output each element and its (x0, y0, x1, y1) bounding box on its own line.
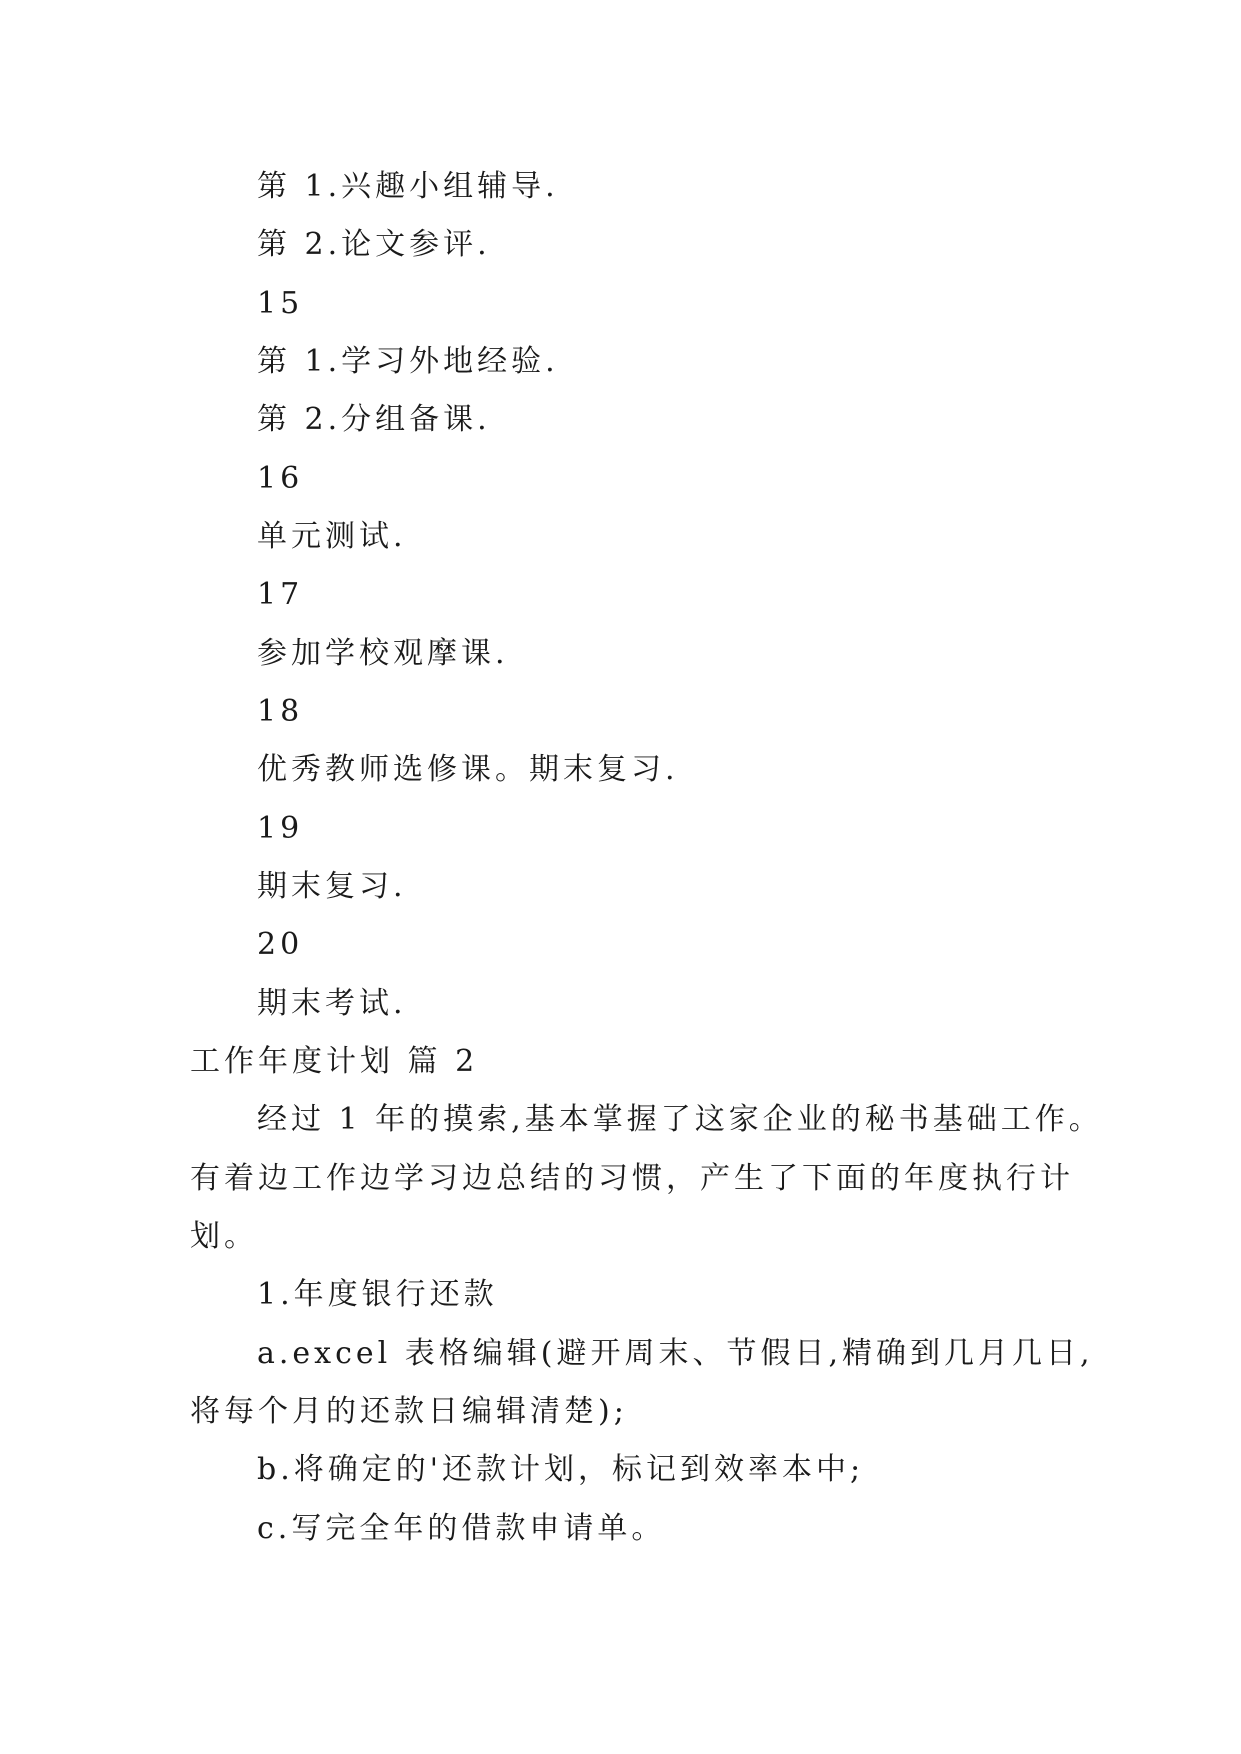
schedule-line: 参加学校观摩课. (257, 636, 509, 671)
week-number: 15 (257, 286, 304, 321)
item-b-line: b.将确定的'还款计划，标记到效率本中; (257, 1452, 865, 1487)
item-a-line: 将每个月的还款日编辑清楚); (190, 1394, 628, 1429)
schedule-line: 第 2.分组备课. (257, 402, 491, 437)
intro-paragraph-line: 经过 1 年的摸索,基本掌握了这家企业的秘书基础工作。 (257, 1102, 1103, 1137)
schedule-line: 第 1.学习外地经验. (257, 344, 559, 379)
intro-paragraph-line: 有着边工作边学习边总结的习惯，产生了下面的年度执行计 (190, 1161, 1074, 1196)
week-number: 20 (257, 927, 304, 962)
schedule-line: 期末复习. (257, 869, 407, 904)
schedule-line: 期末考试. (257, 986, 407, 1021)
schedule-line: 第 2.论文参评. (257, 227, 491, 262)
week-number: 17 (257, 577, 304, 612)
schedule-line: 单元测试. (257, 519, 407, 554)
intro-paragraph-line: 划。 (190, 1219, 258, 1254)
week-number: 18 (257, 694, 304, 729)
schedule-line: 第 1.兴趣小组辅导. (257, 169, 559, 204)
item-a-line: a.excel 表格编辑(避开周末、节假日,精确到几月几日, (257, 1336, 1094, 1371)
week-number: 16 (257, 461, 304, 496)
item-c-line: c.写完全年的借款申请单。 (257, 1511, 666, 1546)
week-number: 19 (257, 811, 304, 846)
item-heading: 1.年度银行还款 (257, 1277, 498, 1312)
section-title: 工作年度计划 篇 2 (190, 1044, 479, 1079)
schedule-line: 优秀教师选修课。期末复习. (257, 752, 679, 787)
